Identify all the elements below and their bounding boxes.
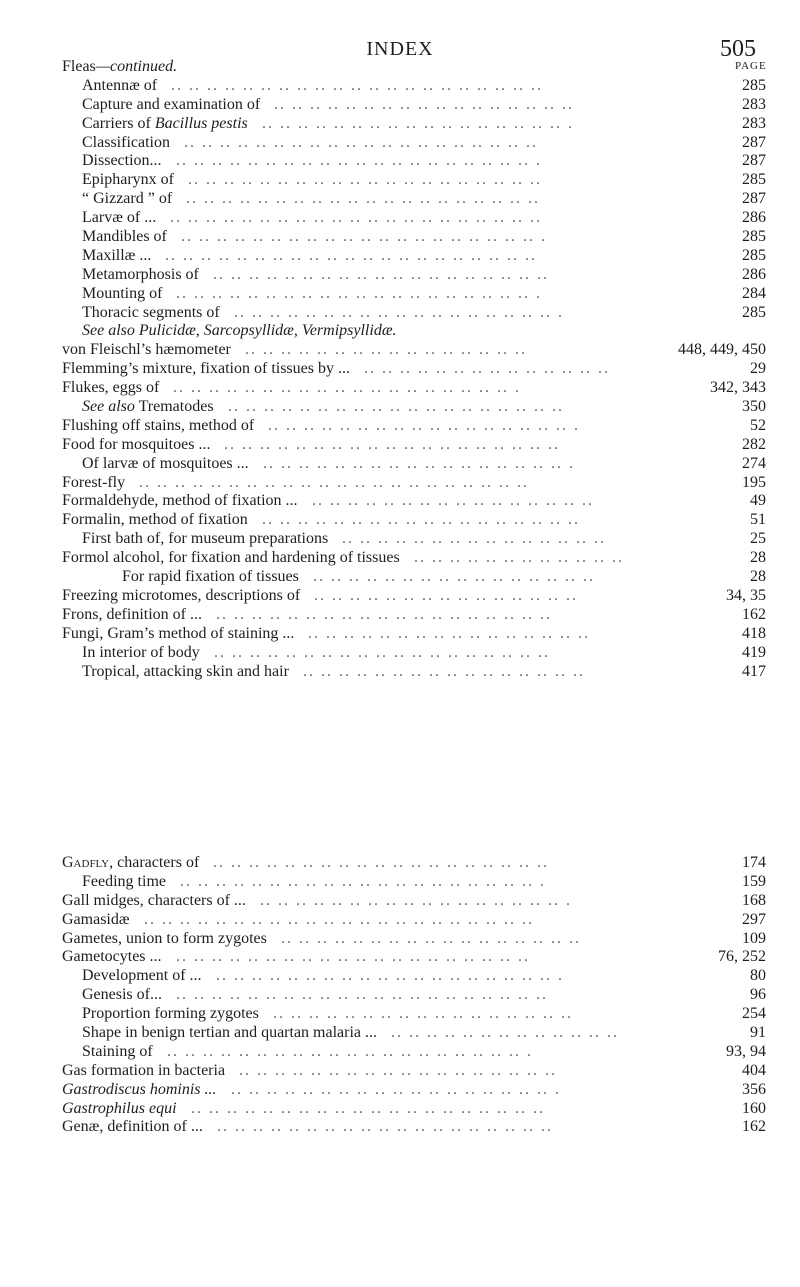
entry-text: Metamorphosis of [82,265,199,283]
index-entry [62,247,766,266]
entry-text: Gas formation in bacteria [62,1061,226,1079]
dot-leader: .. .. .. .. .. .. .. .. .. .. .. .. .. .. .. .. .. .. .. .. . [176,152,542,170]
entry-text: Gastrodiscus hominis ... [62,1080,217,1098]
entry-text: Capture and examination of [82,95,261,113]
entry-text: Development of ... [82,967,202,985]
entry-page: 286 [742,209,766,227]
entry-page: 25 [750,530,766,548]
dot-leader: .. .. .. .. .. .. .. .. .. .. .. .. .. .. .. .. .. .. .. .. [186,190,546,208]
entry-text: Carriers of Bacillus pestis [82,114,248,132]
dot-leader: .. .. .. .. .. .. .. .. .. .. .. .. [414,549,630,567]
page-column-label: PAGE [735,60,767,72]
dot-leader: .. .. .. .. .. .. .. .. .. .. .. .. .. .. .. .. .. .. . [234,303,564,321]
index-entry [62,511,766,530]
entry-text: Shape in benign tertian and quartan malaria ... [82,1024,378,1042]
dot-leader: .. .. .. .. .. .. .. .. .. .. .. .. .. .. .. .. .. .. .. .. .. .. [139,473,529,491]
section-heading [62,58,766,77]
entry-text: Flemming’s mixture, fixation of tissues by ... [62,360,350,378]
entry-text: Genesis of... [82,986,162,1004]
dot-leader: .. .. .. .. .. .. .. .. .. .. .. .. .. [391,1024,619,1042]
entry-text: Gall midges, characters of ... [62,891,246,909]
index-entry [62,190,766,209]
entry-text: First bath of, for museum preparations [82,530,329,548]
entry-page: 282 [742,435,766,453]
dot-leader: .. .. .. .. .. .. .. .. .. .. .. .. .. .. .. .. .. .. .. .. .. [171,76,543,94]
entry-text: Thoracic segments of [82,303,220,321]
entry-text: For rapid fixation of tissues [122,568,299,586]
entry-page: 417 [742,662,766,680]
index-entry [62,663,766,682]
dot-leader: .. .. .. .. .. .. .. .. .. .. .. .. .. .. .. .. .. . [260,891,572,909]
dot-leader: .. .. .. .. .. .. .. .. .. .. .. .. .. .. .. .. [303,662,585,680]
index-entry [62,77,766,96]
dot-leader: .. .. .. .. .. .. .. .. .. .. .. .. .. .. .. .. [313,568,595,586]
entry-page: 342, 343 [710,379,766,397]
index-entry [62,1005,766,1024]
dot-leader: .. .. .. .. .. .. .. .. .. .. .. .. .. .. .. .. .. .. .. .. [184,133,544,151]
dot-leader: .. .. .. .. .. .. .. .. .. .. .. .. .. .. .. .. .. .. .. .. . [180,872,546,890]
entry-text: Formalin, method of fixation [62,511,248,529]
entry-page: 49 [750,492,766,510]
index-entry [62,606,766,625]
dot-leader: .. .. .. .. .. .. .. .. .. .. .. .. .. .. .. .. .. .. .. .. .. [165,246,543,264]
dot-leader: .. .. .. .. .. .. .. .. .. .. .. .. .. .. .. .. [308,624,590,642]
dot-leader: .. .. .. .. .. .. .. .. .. .. .. .. .. .. .. .. .. .. .. .. . [181,228,547,246]
dot-leader: .. .. .. .. .. .. .. .. .. .. .. .. .. .. .. .. .. . [263,454,575,472]
section-heading-text: Fleas—continued. [62,58,178,75]
dot-leader: .. .. .. .. .. .. .. .. .. .. .. .. .. .. .. .. .. .. .. .. [176,948,530,966]
dot-leader: .. .. .. .. .. .. .. .. .. .. .. .. .. .. .. .. .. .. [239,1061,563,1079]
index-entry [62,266,766,285]
index-entry [62,892,766,911]
index-entry [62,930,766,949]
index-entry [62,474,766,493]
entry-page: 283 [742,95,766,113]
index-entry [62,134,766,153]
index-entry [62,209,766,228]
index-entry [62,455,766,474]
dot-leader: .. .. .. .. .. .. .. .. .. .. .. .. .. .. .. .. .. .. . [231,1080,561,1098]
entry-text: Forest-fly [62,473,126,491]
index-entry [62,115,766,134]
entry-page: 285 [742,303,766,321]
dot-leader: .. .. .. .. .. .. .. .. .. .. .. .. .. .. .. .. .. .. .. .. . [176,284,542,302]
entry-page: 287 [742,152,766,170]
entry-page: 287 [742,133,766,151]
entry-text: Of larvæ of mosquitoes ... [82,454,249,472]
index-entry [62,341,766,360]
index-entry [62,398,766,417]
page-title: INDEX [366,38,434,60]
entry-page: 285 [742,228,766,246]
entry-page: 51 [750,511,766,529]
entry-page: 195 [742,473,766,491]
entry-text: Proportion forming zygotes [82,1005,259,1023]
index-section-f [62,58,766,681]
index-entry [62,1062,766,1081]
entry-text: Classification [82,133,170,151]
entry-text: Feeding time [82,872,166,890]
index-entry [62,986,766,1005]
entry-page: 404 [742,1061,766,1079]
entry-text: Freezing microtomes, descriptions of [62,586,301,604]
entry-text: Gadfly, characters of [62,854,200,871]
dot-leader: .. .. .. .. .. .. .. .. .. .. .. .. .. .. .. .. .. [281,929,581,947]
index-entry [62,96,766,115]
index-entry [62,530,766,549]
entry-text: Larvæ of ... [82,209,157,227]
dot-leader: .. .. .. .. .. .. .. .. .. .. .. .. .. .. .. .. .. .. .. .. .. [176,986,548,1004]
dot-leader: .. .. .. .. .. .. .. .. .. .. .. .. .. .. .. .. .. .. [262,511,580,529]
entry-text: Frons, definition of ... [62,605,202,623]
entry-text: Gametes, union to form zygotes [62,929,267,947]
entry-page: 285 [742,246,766,264]
entry-page: 285 [742,171,766,189]
dot-leader: .. .. .. .. .. .. .. .. .. .. .. .. .. .. .. .. .. .. .. [217,1118,559,1136]
entry-text: “ Gizzard ” of [82,190,173,208]
entry-text: Mounting of [82,284,163,302]
dot-leader: .. .. .. .. .. .. .. .. .. .. .. .. .. .. .. .. .. .. .. .. [188,171,548,189]
entry-page: 28 [750,568,766,586]
index-entry [62,285,766,304]
dot-leader: .. .. .. .. .. .. .. .. .. .. .. .. .. .. .. [342,530,606,548]
entry-text: Fungi, Gram’s method of staining ... [62,624,295,642]
index-entry [62,171,766,190]
entry-text: von Fleischl’s hæmometer [62,341,231,359]
dot-leader: .. .. .. .. .. .. .. .. .. .. .. .. .. .. .. .. [312,492,594,510]
entry-text: Flukes, eggs of [62,379,160,397]
entry-text: Formaldehyde, method of fixation ... [62,492,298,510]
entry-text: Epipharynx of [82,171,174,189]
entry-text: Antennæ of [82,76,158,94]
entry-text: Gastrophilus equi [62,1099,177,1117]
dot-leader: .. .. .. .. .. .. .. .. .. .. .. .. .. .. [364,360,610,378]
index-entry [62,1118,766,1137]
entry-page: 274 [742,454,766,472]
index-entry [62,1024,766,1043]
index-entry [62,360,766,379]
index-entry [62,587,766,606]
index-entry [62,492,766,511]
entry-page: 91 [750,1024,766,1042]
dot-leader: .. .. .. .. .. .. .. .. .. .. .. .. .. .. .. .. .. .. .. .. . [167,1042,533,1060]
entry-page: 160 [742,1099,766,1117]
entry-page: 159 [742,872,766,890]
index-entry [62,1100,766,1119]
entry-page: 284 [742,284,766,302]
dot-leader: .. .. .. .. .. .. .. .. .. .. .. .. .. .. .. .. .. .. .. [224,435,560,453]
entry-page: 34, 35 [726,586,766,604]
entry-text: Gametocytes ... [62,948,162,966]
index-entry [62,625,766,644]
dot-leader: .. .. .. .. .. .. .. .. .. .. .. .. .. .. .. .. .. .. .. [213,265,555,283]
dot-leader: .. .. .. .. .. .. .. .. .. .. .. .. .. .. .. .. .. .. .. . [216,967,564,985]
entry-page: 28 [750,549,766,567]
entry-text: Dissection... [82,152,162,170]
entry-text: In interior of body [82,643,200,661]
entry-text: Food for mosquitoes ... [62,435,211,453]
entry-page: 419 [742,643,766,661]
entry-page: 356 [742,1080,766,1098]
index-entry [62,228,766,247]
entry-text: Tropical, attacking skin and hair [82,662,289,680]
entry-text: Gamasidæ [62,910,130,928]
index-entry [62,911,766,930]
entry-text: Flushing off stains, method of [62,416,255,434]
index-entry [62,568,766,587]
index-entry [62,304,766,323]
index-entry [62,854,766,873]
dot-leader: .. .. .. .. .. .. .. .. .. .. .. .. .. .. .. .. .. . [262,114,574,132]
index-entry [62,152,766,171]
entry-page: 76, 252 [718,948,766,966]
dot-leader: .. .. .. .. .. .. .. .. .. .. .. .. .. .. .. .. .. .. .. .. .. [170,209,542,227]
dot-leader: .. .. .. .. .. .. .. .. .. .. .. .. .. .. .. .. .. .. .. [213,854,555,871]
entry-page: 80 [750,967,766,985]
dot-leader: .. .. .. .. .. .. .. .. .. .. .. .. .. .. .. .. .. .. .. .. [191,1099,551,1117]
index-entry [62,417,766,436]
entry-page: 93, 94 [726,1042,766,1060]
entry-page: 96 [750,986,766,1004]
index-entry [62,873,766,892]
entry-page: 162 [742,605,766,623]
entry-page: 29 [750,360,766,378]
page-number: 505 [720,36,756,62]
entry-page: 350 [742,398,766,416]
entry-page: 283 [742,114,766,132]
entry-text: Maxillæ ... [82,246,152,264]
entry-page: 52 [750,416,766,434]
index-entry [62,967,766,986]
entry-page: 168 [742,891,766,909]
dot-leader: .. .. .. .. .. .. .. .. .. .. .. .. .. .. .. [314,586,578,604]
index-entry [62,1081,766,1100]
entry-text: Formol alcohol, for fixation and hardening of tissues [62,549,400,567]
entry-text: Genæ, definition of ... [62,1118,203,1136]
index-entry [62,549,766,568]
entry-page: 254 [742,1005,766,1023]
dot-leader: .. .. .. .. .. .. .. .. .. .. .. .. .. .. .. .. .. .. .. [214,643,556,661]
index-section-g [62,854,766,1137]
index-entry [62,436,766,455]
dot-leader: .. .. .. .. .. .. .. .. .. .. .. .. .. .. .. .. .. [274,95,574,113]
dot-leader: .. .. .. .. .. .. .. .. .. .. .. .. .. .. .. .. .. .. .. . [173,379,521,397]
index-entry [62,644,766,663]
entry-page: 297 [742,910,766,928]
index-entry [62,379,766,398]
entry-page: 418 [742,624,766,642]
dot-leader: .. .. .. .. .. .. .. .. .. .. .. .. .. .. .. .. .. [273,1005,579,1023]
entry-text: See also Pulicidæ, Sarcopsyllidæ, Vermipsyllidæ. [82,322,397,340]
dot-leader: .. .. .. .. .. .. .. .. .. .. .. .. .. .. .. .. .. .. .. [228,398,564,416]
entry-text: See also Trematodes [82,398,214,416]
dot-leader: .. .. .. .. .. .. .. .. .. .. .. .. .. .. .. .. .. .. .. .. .. .. [144,910,534,928]
dot-leader: .. .. .. .. .. .. .. .. .. .. .. .. .. .. .. .. .. .. .. [216,605,558,623]
dot-leader: .. .. .. .. .. .. .. .. .. .. .. .. .. .. .. .. [245,341,527,359]
index-entry [62,1043,766,1062]
entry-page: 287 [742,190,766,208]
entry-text: Staining of [82,1042,153,1060]
entry-text: Mandibles of [82,228,167,246]
entry-page: 109 [742,929,766,947]
dot-leader: .. .. .. .. .. .. .. .. .. .. .. .. .. .. .. .. .. . [268,416,580,434]
entry-page: 448, 449, 450 [678,341,766,359]
entry-page: 286 [742,265,766,283]
entry-page: 174 [742,854,766,871]
index-entry [62,322,766,341]
index-entry [62,948,766,967]
entry-page: 162 [742,1118,766,1136]
entry-page: 285 [742,76,766,94]
